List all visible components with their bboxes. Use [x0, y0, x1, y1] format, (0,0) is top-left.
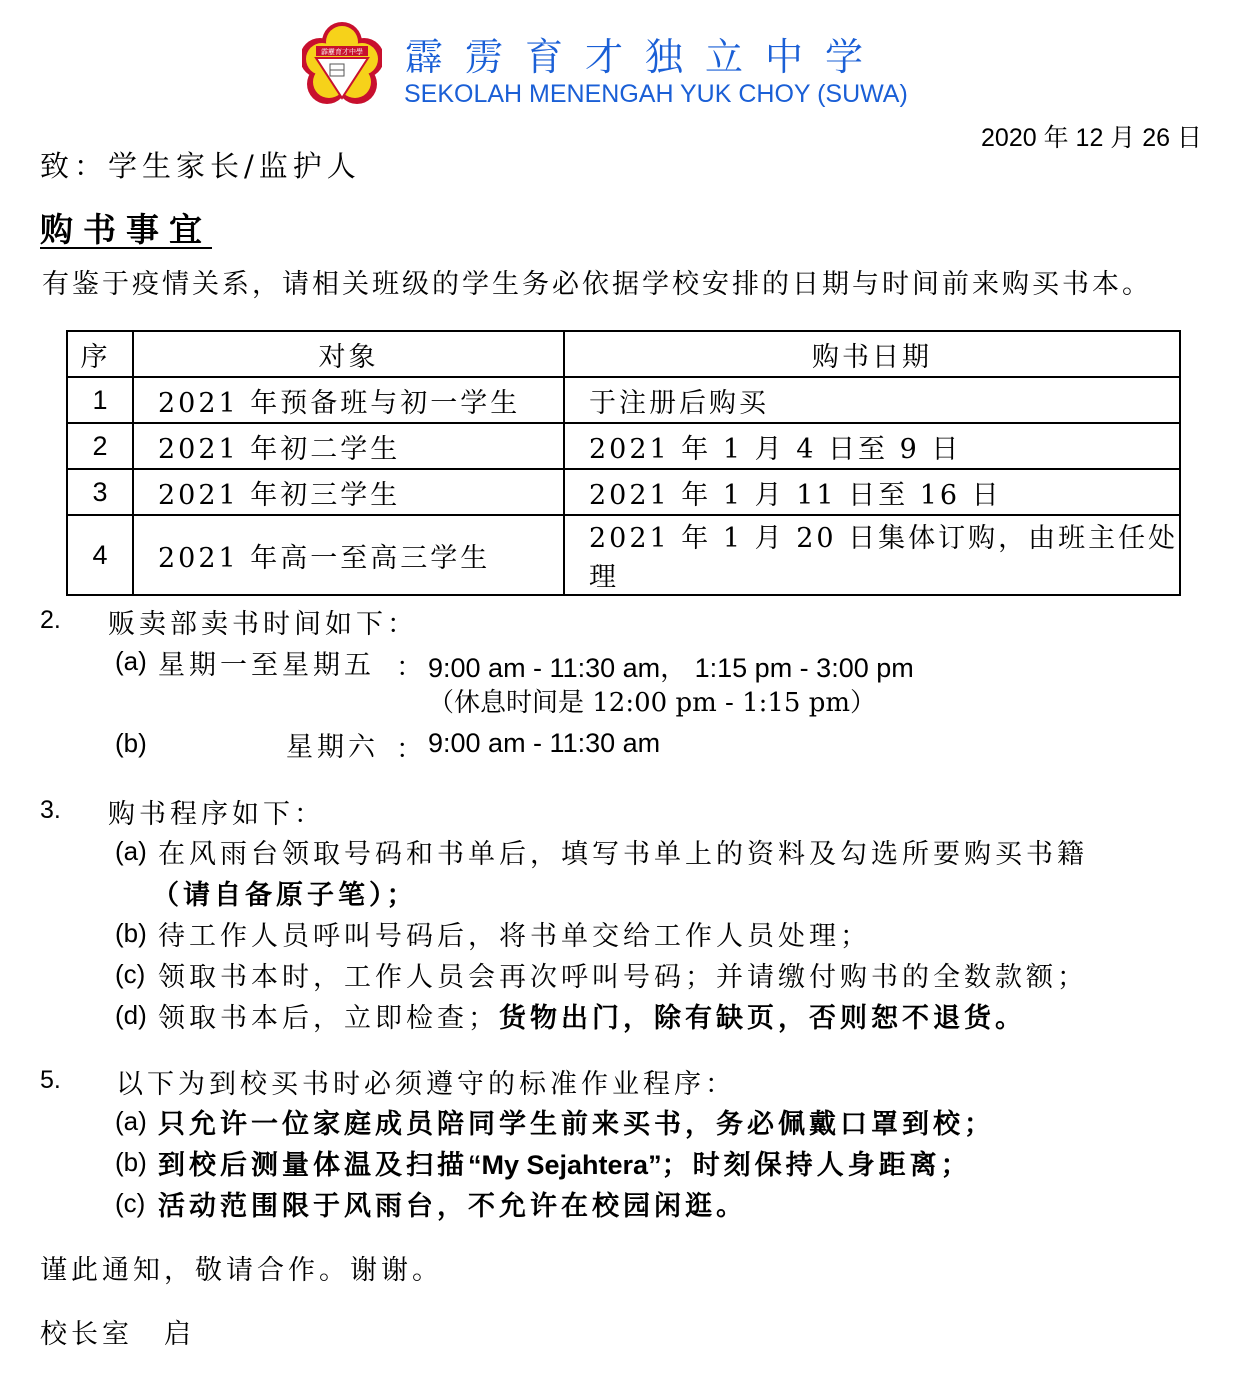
section-2-a-label: (a)	[115, 646, 147, 676]
row-date: 于注册后购买	[564, 377, 1180, 423]
logo-text: 霹靂育才中學	[321, 48, 363, 56]
table-header-row	[67, 331, 1180, 377]
section-3-c-text: 领取书本时，工作人员会再次呼叫号码；并请缴付购书的全数款额；	[158, 962, 1088, 993]
row-number: 3	[67, 469, 133, 515]
section-2-a-colon: ：	[396, 652, 427, 683]
intro-paragraph: 有鉴于疫情关系，请相关班级的学生务必依据学校安排的日期与时间前来购买书本。	[42, 269, 1152, 300]
row-number: 1	[67, 377, 133, 423]
row-date: 2021 年 1 月 4 日至 9 日	[564, 423, 1180, 469]
section-3-b-text: 待工作人员呼叫号码后，将书单交给工作人员处理；	[158, 921, 871, 952]
section-5-title: 以下为到校买书时必须遵守的标准作业程序：	[116, 1069, 736, 1100]
section-5-a-label: (a)	[115, 1106, 147, 1136]
section-5-b-part2: ；时刻保持人身距离；	[661, 1150, 972, 1181]
section-2-b-label: (b)	[115, 728, 147, 758]
subject-heading: 购书事宜	[40, 210, 212, 249]
section-2-a-day: 星期一至星期五	[158, 650, 375, 681]
row-target: 2021 年初二学生	[133, 423, 564, 469]
section-2-b-day: 星期六	[286, 732, 379, 763]
table-row	[67, 423, 1180, 469]
section-5-b-app-name: “My Sejahtera”	[468, 1150, 662, 1180]
school-name-english: SEKOLAH MENENGAH YUK CHOY (SUWA)	[404, 80, 908, 108]
closing-line: 谨此通知，敬请合作。谢谢。	[40, 1255, 443, 1286]
letter-date: 2020 年 12 月 26 日	[981, 124, 1202, 152]
section-3-d-label: (d)	[115, 1000, 147, 1030]
header-cell-number: 序	[67, 331, 133, 377]
recipient-line: 致：学生家长/监护人	[40, 149, 361, 183]
row-target: 2021 年高一至高三学生	[133, 515, 564, 595]
section-3-c-label: (c)	[115, 959, 146, 989]
school-logo	[302, 22, 382, 106]
section-2-title: 贩卖部卖书时间如下：	[108, 609, 418, 640]
row-target: 2021 年初三学生	[133, 469, 564, 515]
section-3-a-note: （请自备原子笔）；	[152, 880, 418, 911]
section-3-d-normal: 领取书本后，立即检查；	[158, 1003, 499, 1034]
section-2-break-time: （休息时间是 12:00 pm - 1:15 pm）	[428, 688, 877, 718]
section-5-number: 5.	[40, 1066, 61, 1094]
section-5-a-text: 只允许一位家庭成员陪同学生前来买书，务必佩戴口罩到校；	[158, 1109, 995, 1140]
section-2-a-time: 9:00 am - 11:30 am， 1:15 pm - 3:00 pm	[428, 653, 914, 683]
section-3-b-label: (b)	[115, 918, 147, 948]
section-3-d-bold: 货物出门，除有缺页，否则恕不退货。	[499, 1003, 1026, 1034]
table-row	[67, 377, 1180, 423]
table-row	[67, 469, 1180, 515]
school-name-chinese: 霹雳育才独立中学	[405, 35, 886, 79]
table-row	[67, 515, 1180, 595]
section-3-number: 3.	[40, 796, 61, 824]
row-number: 4	[67, 515, 133, 595]
section-2-b-time: 9:00 am - 11:30 am	[428, 728, 661, 758]
section-2-b-colon: ：	[396, 734, 427, 765]
section-5-c-text: 活动范围限于风雨台，不允许在校园闲逛。	[158, 1191, 747, 1222]
header-cell-target: 对象	[133, 331, 564, 377]
section-5-b-part1: 到校后测量体温及扫描	[158, 1150, 468, 1181]
section-3-a-text: 在风雨台领取号码和书单后，填写书单上的资料及勾选所要购买书籍	[158, 839, 1088, 870]
section-3-title: 购书程序如下：	[108, 799, 325, 830]
section-5-c-label: (c)	[115, 1188, 146, 1218]
section-3-d-text	[158, 996, 1026, 1035]
row-date: 2021 年 1 月 20 日集体订购，由班主任处理	[564, 515, 1180, 595]
row-date: 2021 年 1 月 11 日至 16 日	[564, 469, 1180, 515]
signature-line: 校长室 启	[40, 1319, 195, 1350]
section-2-number: 2.	[40, 606, 61, 634]
section-5-b-text	[158, 1143, 972, 1182]
row-target: 2021 年预备班与初一学生	[133, 377, 564, 423]
row-number: 2	[67, 423, 133, 469]
purchase-schedule-table	[66, 330, 1181, 596]
section-3-a-label: (a)	[115, 836, 147, 866]
section-5-b-label: (b)	[115, 1147, 147, 1177]
header-cell-date: 购书日期	[564, 331, 1180, 377]
